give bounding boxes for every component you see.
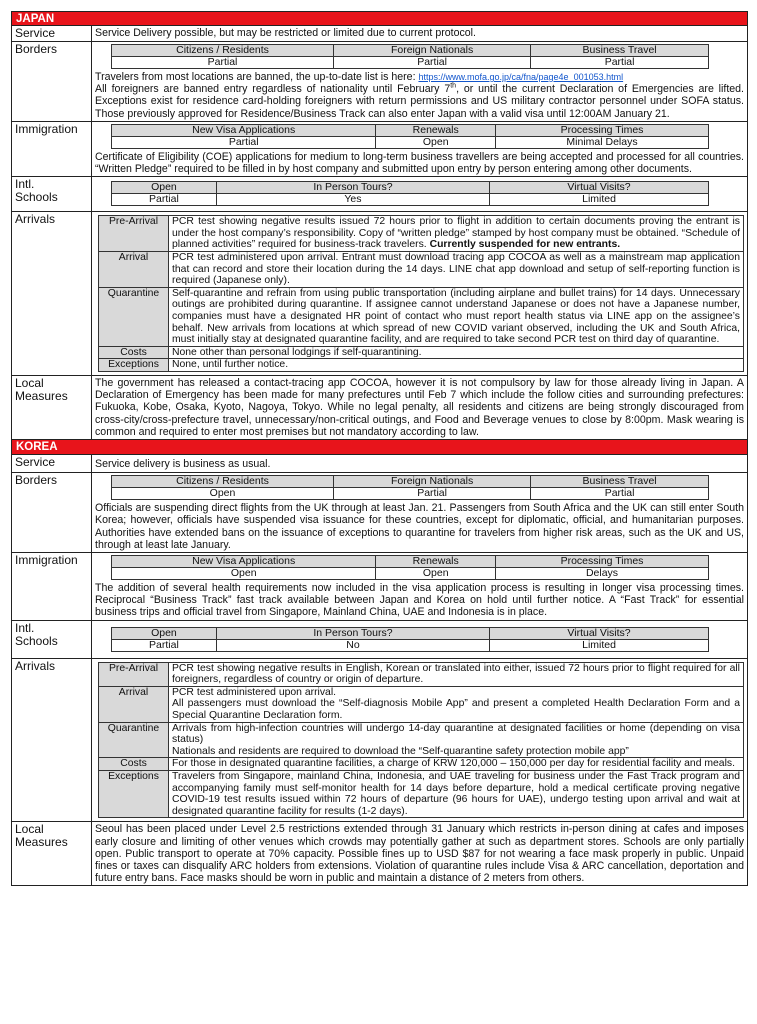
table-cell: Limited — [490, 194, 709, 206]
korea-borders-text: Officials are suspending direct flights from the UK through at least Jan. 21. Passengers from South Africa and the UK can still enter South Korea; however, officials have suspended visa issuance for these countries, except for diplomatic, official, and humanitarian purposes. Authorities have extended bans on the issuance of exceptions to quarantine for travelers from higher risk areas, such as the UK and US, through at least late January. — [95, 502, 744, 551]
japan-arrivals-row — [11, 212, 748, 376]
table-cell: Yes — [216, 194, 489, 206]
row-label: Service — [12, 26, 92, 41]
arrivals-value: PCR test showing negative results in English, Korean or translated into either, issued 72 hours prior to flight required for all foreigners, regardless of country or origin of departure. — [169, 662, 744, 686]
arrivals-value: PCR test administered upon arrival. Entrant must download tracing app COCOA as well as a mainstream map application that can record and store their location during the 14 days. LINE chat app download and setup of self-reporting function is required (Japanese only). — [169, 252, 744, 288]
table-header: New Visa Applications — [112, 555, 376, 567]
japan-immigration-table — [111, 124, 709, 149]
arrivals-key: Costs — [99, 346, 169, 359]
row-label: Immigration — [12, 553, 92, 620]
table-header: Virtual Visits? — [490, 182, 709, 194]
table-cell: Open — [376, 136, 496, 148]
arrivals-key: Pre-Arrival — [99, 216, 169, 252]
japan-service-text: Service Delivery possible, but may be restricted or limited due to current protocol. — [95, 27, 476, 39]
arrivals-key: Exceptions — [99, 359, 169, 372]
table-header: Business Travel — [531, 45, 709, 57]
table-header: Citizens / Residents — [112, 45, 334, 57]
country-header-korea: KOREA — [11, 440, 748, 455]
japan-immigration-text: Certificate of Eligibility (COE) applications for medium to long-term business travellers are being accepted and processed for all countries. “Written Pledge” required to be filled in by host company and submitted upon entry by person entering among other documents. — [95, 150, 744, 176]
arrivals-key: Exceptions — [99, 770, 169, 817]
korea-service-text: Service delivery is business as usual. — [95, 457, 271, 470]
korea-arrivals-table — [98, 662, 744, 819]
korea-immigration-table — [111, 555, 709, 580]
table-header: Renewals — [376, 555, 496, 567]
row-label: Arrivals — [12, 212, 92, 375]
row-label: Borders — [12, 473, 92, 552]
table-header: In Person Tours? — [216, 182, 489, 194]
table-header: Renewals — [376, 124, 496, 136]
page — [11, 11, 748, 886]
row-label: Intl. Schools — [12, 621, 92, 658]
row-label: Arrivals — [12, 659, 92, 822]
korea-immigration-row — [11, 553, 748, 621]
row-label: Immigration — [12, 122, 92, 176]
japan-borders-table — [111, 44, 709, 69]
row-label: Intl. Schools — [12, 177, 92, 211]
arrivals-value: Arrivals from high-infection countries will undergo 14-day quarantine at designated facilities or home (depending on visa status) Nationals and residents are required to download the “Self-quarantine safety protection mobile app” — [169, 722, 744, 758]
table-cell: Open — [112, 567, 376, 579]
japan-arrivals-table — [98, 215, 744, 372]
table-cell: Partial — [531, 57, 709, 69]
japan-service-row — [11, 26, 748, 42]
japan-schools-row — [11, 177, 748, 212]
table-header: Virtual Visits? — [490, 627, 709, 639]
korea-schools-row — [11, 621, 748, 659]
table-cell: Partial — [112, 57, 334, 69]
row-label: Local Measures — [12, 376, 92, 439]
arrivals-value: PCR test administered upon arrival. All passengers must download the “Self-diagnosis Mobile App” and present a completed Health Declaration Form and a Special Quarantine Declaration form. — [169, 686, 744, 722]
korea-borders-table — [111, 475, 709, 500]
korea-schools-table — [111, 627, 709, 652]
arrivals-value: Travelers from Singapore, mainland China, Indonesia, and UAE traveling for business under the Fast Track program and accompanying family must self-monitor health for 14 days before departure, hold a medical certificate proving negative COVID-19 test results issued within 72 hours of departure (96 hours for UAE), undergo testing upon arrival and wait at designated quarantine facility for results (1-2 days). — [169, 770, 744, 817]
japan-local-text: The government has released a contact-tracing app COCOA, however it is not compulsory by law for those already living in Japan. A Declaration of Emergency has been made for many prefectures until Feb 7 which include the follow cities and surrounding prefectures: Fukuoka, Kobe, Osaka, Kyoto, Nagoya, Tokyo. While no legal penalty, all residents and citizens are being strongly discouraged from cross-city/cross-prefecture travel, unnecessary/non-critical outings, and Food and Beverage venues to close by 8:00pm. Mask wearing is common and required to enter most premises but not mandatory according to law. — [95, 376, 744, 438]
korea-immigration-text: The addition of several health requirements now included in the visa application process is resulting in longer visa processing times. Reciprocal “Business Track” fast track available between Japan and Korea on hold until further notice. A “Fast Track” for essential business trips and official travel from Singapore, Mainland China, UAE and Indonesia is in place. — [95, 581, 744, 619]
table-header: Processing Times — [496, 124, 709, 136]
table-cell: Partial — [531, 488, 709, 500]
korea-borders-row — [11, 473, 748, 553]
table-cell: Partial — [112, 194, 217, 206]
table-cell: Open — [112, 488, 334, 500]
arrivals-key: Arrival — [99, 252, 169, 288]
mofa-link[interactable]: https://www.mofa.go.jp/ca/fna/page4e_001053.html — [418, 72, 624, 82]
korea-local-row — [11, 822, 748, 886]
table-cell: Minimal Delays — [496, 136, 709, 148]
table-header: In Person Tours? — [216, 627, 489, 639]
arrivals-value: Self-quarantine and refrain from using public transportation (including airplane and bullet trains) for 14 days. Unnecessary outings are prohibited during quarantine. If assignee cannot understand Japanese or does not have a Japanese number, companies must have a designated HR point of contact who must report health status via LINE app on the assignee’s behalf. New arrivals from locations at which spread of new COVID variant observed, including the UK and South Africa, must initially stay at designated quarantine facility, and are required to take second PCR test on third day of quarantine. — [169, 287, 744, 346]
row-label: Service — [12, 455, 92, 472]
japan-borders-text: Travelers from most locations are banned, the up-to-date list is here: https://www.mofa.go.jp/ca/fna/page4e_001053.html — [95, 71, 624, 83]
arrivals-value: None, until further notice. — [169, 359, 744, 372]
japan-immigration-row — [11, 122, 748, 177]
table-cell: Partial — [112, 136, 376, 148]
arrivals-key: Quarantine — [99, 722, 169, 758]
japan-borders-row — [11, 42, 748, 122]
japan-borders-text-2: All foreigners are banned entry regardless of nationality until February 7th, or until the current Declaration of Emergencies are lifted. Exceptions exist for residence card-holding foreigners with return permissions and US military contractor personnel under SOFA status. Those previously approved for Residence/Business Track can also enter Japan with a valid visa until 12:00AM January 21. — [95, 82, 744, 120]
table-cell: Partial — [334, 57, 531, 69]
table-cell: Limited — [490, 639, 709, 651]
table-header: Open — [112, 627, 217, 639]
arrivals-value: For those in designated quarantine facilities, a charge of KRW 120,000 – 150,000 per day for residential facility and meals. — [169, 758, 744, 771]
table-cell: Partial — [112, 639, 217, 651]
korea-service-row — [11, 455, 748, 473]
table-header: Foreign Nationals — [334, 476, 531, 488]
arrivals-value: PCR test showing negative results issued 72 hours prior to flight in addition to certain documents proving the entrant is under the host company’s responsibility. Copy of “written pledge” stamped by host company must be obtained. “Schedule of planned activities” required for business-track travelers. Currently suspended for new entrants. — [169, 216, 744, 252]
row-label: Borders — [12, 42, 92, 121]
korea-local-text: Seoul has been placed under Level 2.5 restrictions extended through 31 January which restricts in-person dining at cafes and imposes early closure and limiting of other venues which crowds may potentially gather at such as department stores. Schools are only partially open. Public transport to operate at 70% capacity. Possible fines up to USD $87 for not wearing a face mask properly in public. Unpaid fines or taxes can disqualify ARC holders from extensions. Violation of quarantine rules include Visa & ARC cancellation, deportation and future entry bans. Face masks should be worn in public and maintain a distance of 2 meters from others. — [95, 823, 744, 885]
arrivals-value: None other than personal lodgings if self-quarantining. — [169, 346, 744, 359]
table-header: Open — [112, 182, 217, 194]
table-header: New Visa Applications — [112, 124, 376, 136]
table-header: Foreign Nationals — [334, 45, 531, 57]
arrivals-key: Costs — [99, 758, 169, 771]
row-label: Local Measures — [12, 822, 92, 885]
table-header: Processing Times — [496, 555, 709, 567]
arrivals-key: Quarantine — [99, 287, 169, 346]
table-cell: Open — [376, 567, 496, 579]
table-cell: Delays — [496, 567, 709, 579]
japan-local-row — [11, 376, 748, 440]
arrivals-key: Pre-Arrival — [99, 662, 169, 686]
table-cell: No — [216, 639, 489, 651]
arrivals-key: Arrival — [99, 686, 169, 722]
japan-schools-table — [111, 181, 709, 206]
table-cell: Partial — [334, 488, 531, 500]
table-header: Citizens / Residents — [112, 476, 334, 488]
country-header-japan: JAPAN — [11, 11, 748, 26]
table-header: Business Travel — [531, 476, 709, 488]
korea-arrivals-row — [11, 659, 748, 823]
